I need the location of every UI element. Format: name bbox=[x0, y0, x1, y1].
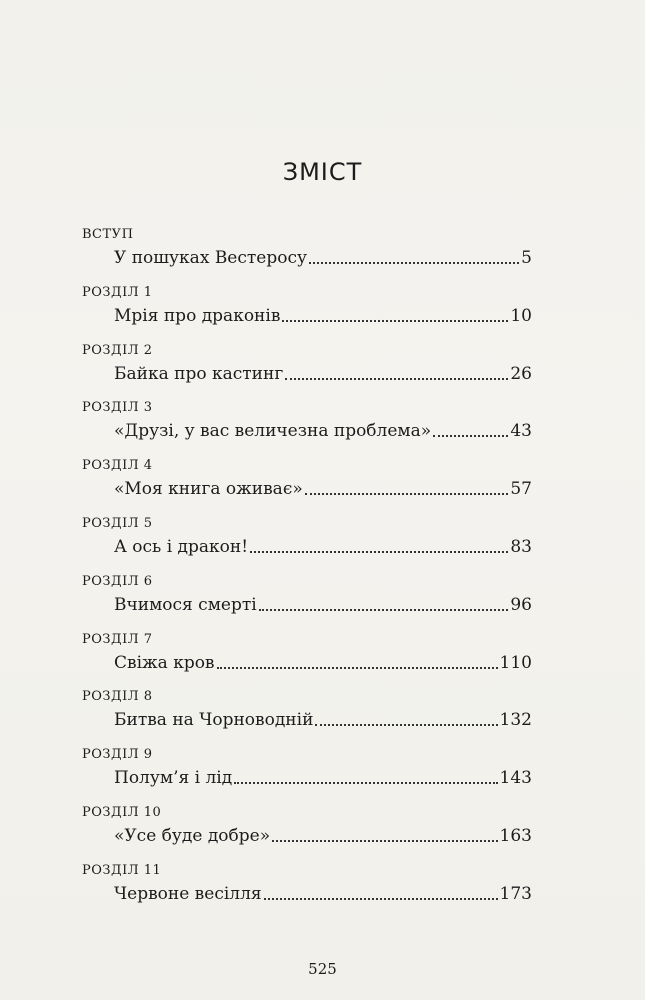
chapter-page: 143 bbox=[499, 768, 532, 789]
chapter-title: Полум’я і лід bbox=[114, 768, 233, 789]
toc-entry bbox=[82, 571, 532, 629]
toc-entry bbox=[82, 686, 532, 744]
dot-leader bbox=[285, 378, 508, 380]
chapter-title: А ось і дракон! bbox=[114, 536, 249, 557]
chapter-row bbox=[114, 477, 532, 501]
chapter-row bbox=[114, 535, 532, 559]
toc-heading: ЗМІСТ bbox=[282, 158, 363, 186]
chapter-title: Мрія про драконів bbox=[114, 305, 281, 326]
chapter-page: 163 bbox=[499, 825, 532, 846]
chapter-label: РОЗДІЛ 10 bbox=[82, 804, 162, 820]
chapter-title: Свіжа кров bbox=[114, 652, 215, 673]
chapter-label: РОЗДІЛ 9 bbox=[82, 747, 153, 763]
dot-leader bbox=[315, 724, 497, 726]
page-number: 525 bbox=[308, 960, 337, 978]
chapter-row bbox=[114, 304, 532, 328]
chapter-row bbox=[114, 246, 532, 270]
dot-leader bbox=[250, 551, 508, 553]
dot-leader bbox=[305, 493, 509, 495]
chapter-title: «Друзі, у вас величезна проблема» bbox=[114, 421, 432, 442]
dot-leader bbox=[309, 262, 519, 264]
dot-leader bbox=[282, 320, 508, 322]
toc-entry bbox=[82, 513, 532, 571]
table-of-contents bbox=[82, 224, 532, 918]
toc-entry bbox=[82, 340, 532, 398]
chapter-title: У пошуках Вестеросу bbox=[114, 248, 307, 268]
chapter-label: РОЗДІЛ 1 bbox=[82, 284, 153, 300]
chapter-row bbox=[114, 419, 532, 443]
toc-entry bbox=[82, 397, 532, 455]
chapter-row bbox=[114, 593, 532, 617]
chapter-page: 132 bbox=[499, 710, 532, 731]
toc-entry bbox=[82, 802, 532, 860]
chapter-row bbox=[114, 882, 532, 906]
chapter-label: РОЗДІЛ 6 bbox=[82, 573, 153, 589]
chapter-page: 173 bbox=[499, 883, 532, 904]
chapter-row bbox=[114, 708, 532, 732]
chapter-row bbox=[114, 362, 532, 386]
chapter-label: РОЗДІЛ 7 bbox=[82, 631, 153, 647]
chapter-title: «Моя книга оживає» bbox=[114, 479, 303, 500]
chapter-row bbox=[114, 824, 532, 848]
chapter-page: 96 bbox=[510, 594, 532, 615]
chapter-label: РОЗДІЛ 2 bbox=[82, 342, 153, 358]
toc-entry bbox=[82, 224, 532, 282]
toc-entry bbox=[82, 860, 532, 918]
chapter-row bbox=[114, 651, 532, 675]
dot-leader bbox=[259, 609, 509, 611]
chapter-label: РОЗДІЛ 5 bbox=[82, 515, 153, 531]
chapter-label: РОЗДІЛ 3 bbox=[82, 400, 153, 416]
chapter-page: 26 bbox=[510, 363, 532, 384]
chapter-label: ВСТУП bbox=[82, 227, 134, 242]
chapter-page: 57 bbox=[510, 479, 532, 500]
chapter-label: РОЗДІЛ 4 bbox=[82, 458, 153, 474]
chapter-title: Червоне весілля bbox=[114, 883, 262, 904]
dot-leader bbox=[433, 435, 508, 437]
chapter-page: 10 bbox=[510, 305, 532, 326]
chapter-label: РОЗДІЛ 11 bbox=[82, 862, 162, 878]
chapter-page: 83 bbox=[510, 536, 532, 557]
chapter-row bbox=[114, 766, 532, 790]
chapter-title: Битва на Чорноводній bbox=[114, 710, 314, 731]
toc-entry bbox=[82, 455, 532, 513]
dot-leader bbox=[234, 782, 497, 784]
dot-leader bbox=[217, 667, 498, 669]
chapter-page: 5 bbox=[521, 248, 532, 268]
chapter-label: РОЗДІЛ 8 bbox=[82, 689, 153, 705]
chapter-page: 43 bbox=[510, 421, 532, 442]
dot-leader bbox=[264, 898, 498, 900]
chapter-title: Вчимося смерті bbox=[114, 594, 257, 615]
toc-entry bbox=[82, 282, 532, 340]
chapter-title: Байка про кастинг bbox=[114, 363, 284, 384]
toc-entry bbox=[82, 744, 532, 802]
chapter-title: «Усе буде добре» bbox=[114, 825, 271, 846]
chapter-page: 110 bbox=[499, 652, 532, 673]
toc-entry bbox=[82, 629, 532, 687]
dot-leader bbox=[272, 840, 497, 842]
